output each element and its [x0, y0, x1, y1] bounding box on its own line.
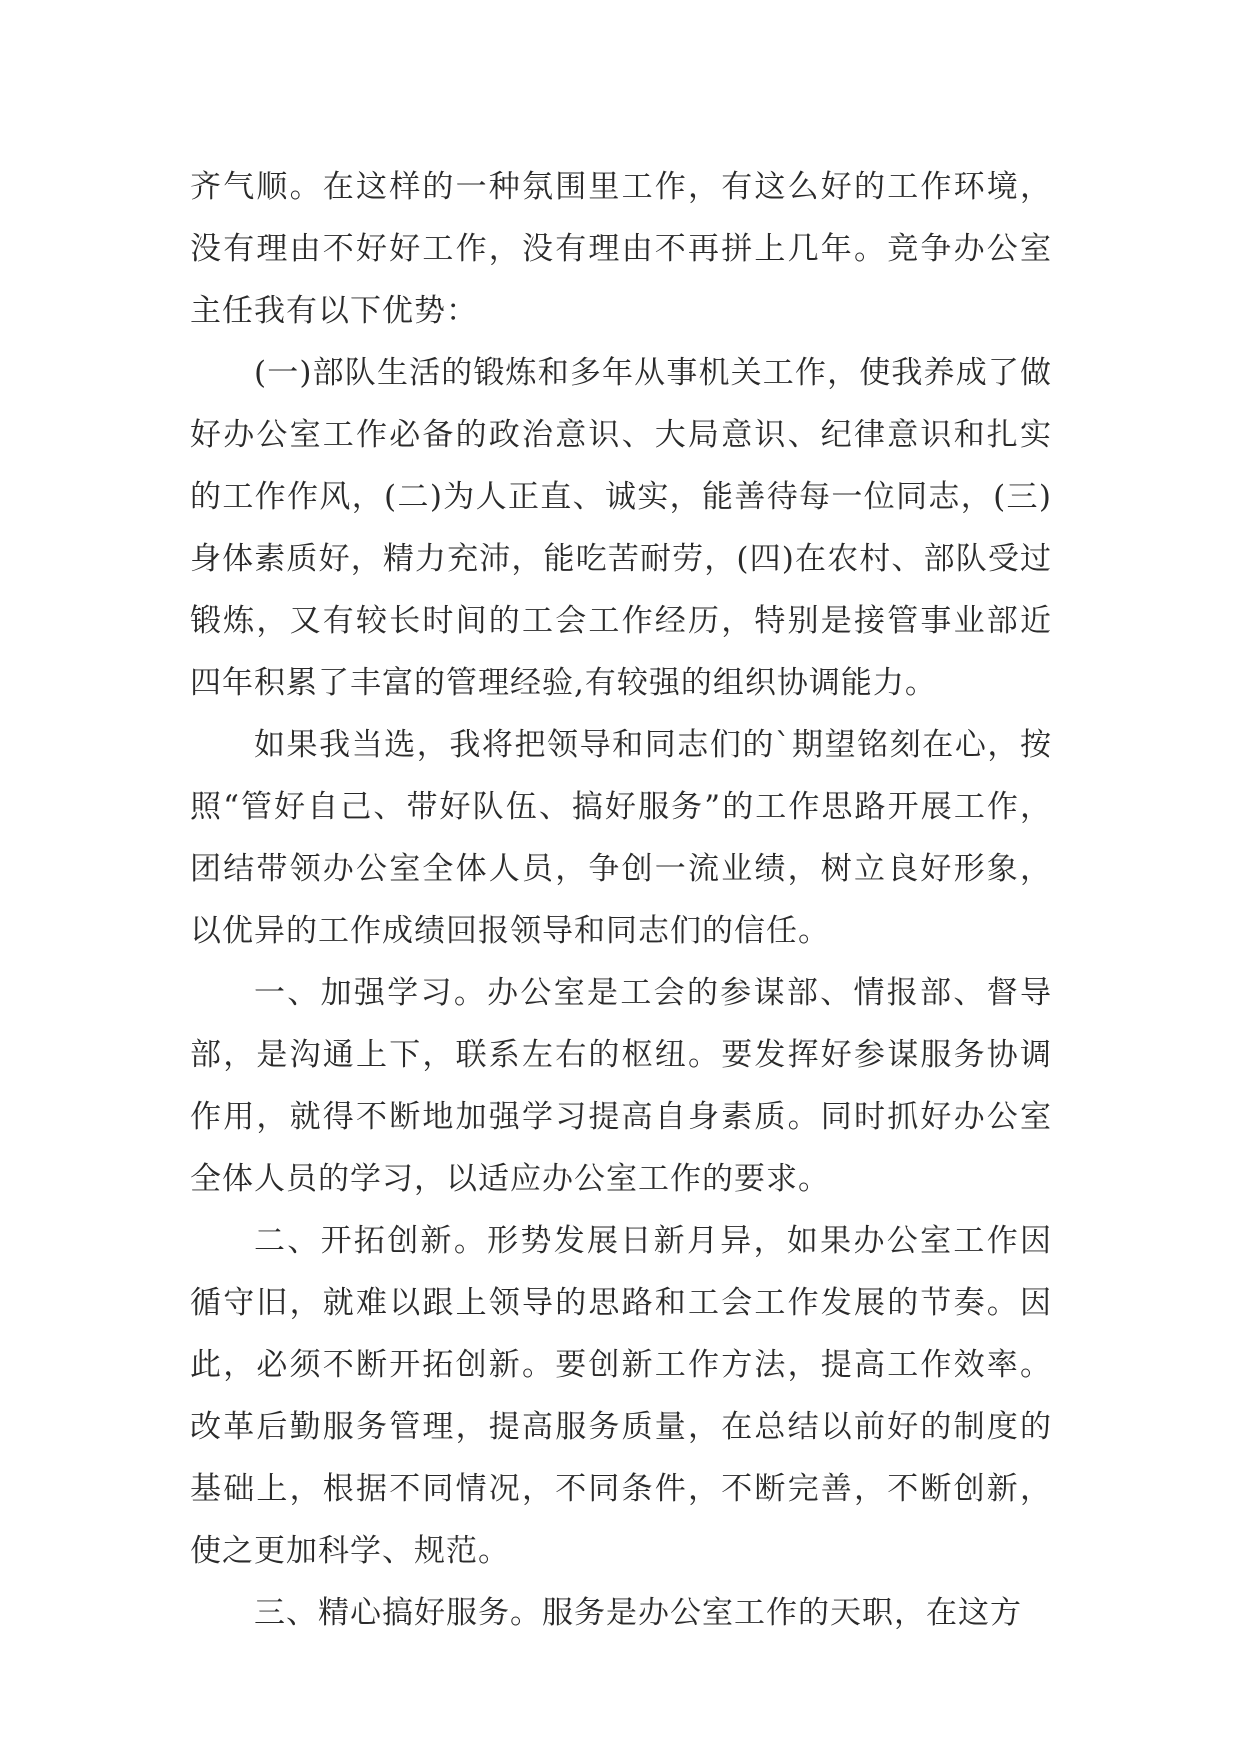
document-body [190, 156, 1052, 1644]
paragraph-innovation: 二、开拓创新。形势发展日新月异，如果办公室工作因循守旧，就难以跟上领导的思路和工会工作发展的节奏。因此，必须不断开拓创新。要创新工作方法，提高工作效率。改革后勤服务管理，提高服务质量，在总结以前好的制度的基础上，根据不同情况，不同条件，不断完善，不断创新，使之更加科学、规范。 [190, 1223, 1052, 1569]
paragraph-pledge: 如果我当选，我将把领导和同志们的`期望铭刻在心，按照“管好自己、带好队伍、搞好服务”的工作思路开展工作，团结带领办公室全体人员，争创一流业绩，树立良好形象，以优异的工作成绩回报领导和同志们的信任。 [190, 727, 1052, 949]
paragraph-strengthen-study: 一、加强学习。办公室是工会的参谋部、情报部、督导部，是沟通上下，联系左右的枢纽。要发挥好参谋服务协调作用，就得不断地加强学习提高自身素质。同时抓好办公室全体人员的学习，以适应办公室工作的要求。 [190, 975, 1052, 1197]
paragraph-advantages-list: (一)部队生活的锻炼和多年从事机关工作，使我养成了做好办公室工作必备的政治意识、大局意识、纪律意识和扎实的工作作风，(二)为人正直、诚实，能善待每一位同志，(三)身体素质好，精力充沛，能吃苦耐劳，(四)在农村、部队受过锻炼，又有较长时间的工会工作经历，特别是接管事业部近四年积累了丰富的管理经验,有较强的组织协调能力。 [190, 355, 1052, 701]
paragraph-service: 三、精心搞好服务。服务是办公室工作的天职，在这方 [254, 1595, 1022, 1631]
paragraph-advantages-intro: 齐气顺。在这样的一种氛围里工作，有这么好的工作环境，没有理由不好好工作，没有理由不再拼上几年。竞争办公室主任我有以下优势： [190, 169, 1052, 329]
